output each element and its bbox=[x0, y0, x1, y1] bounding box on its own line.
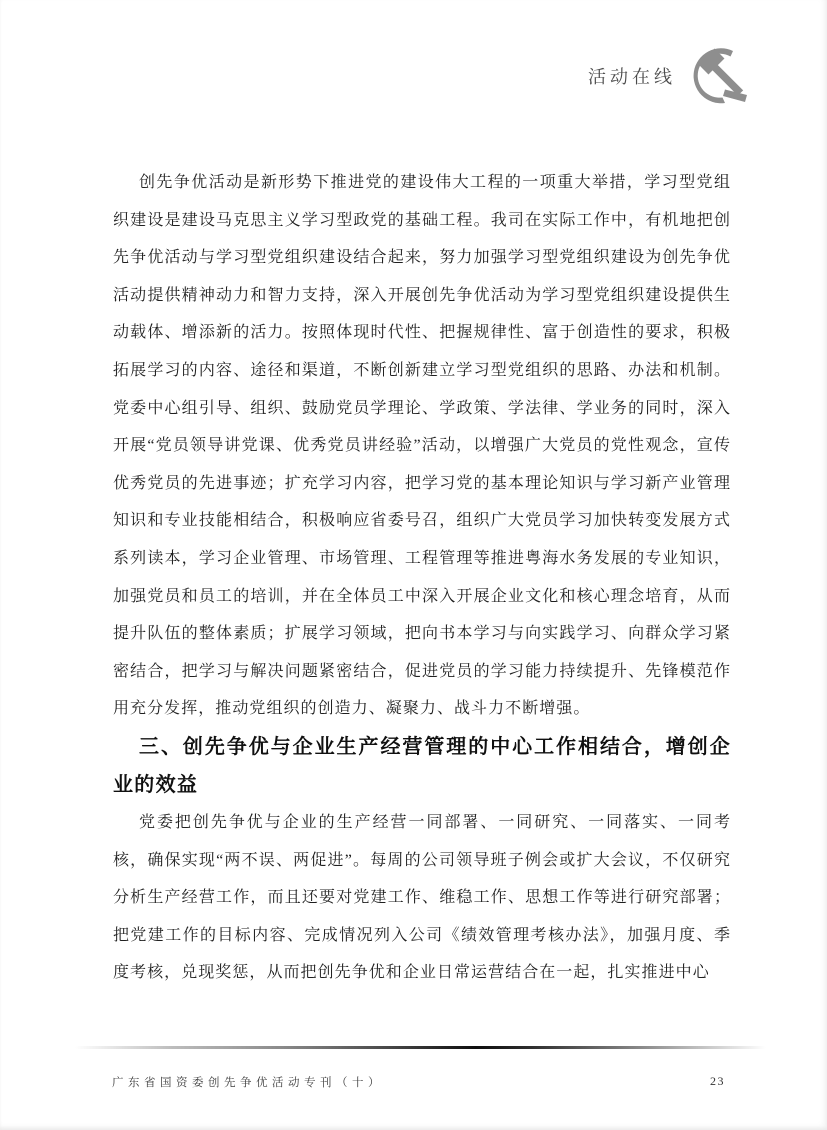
page-header bbox=[588, 46, 751, 106]
header-title: 活动在线 bbox=[588, 67, 676, 87]
footer-journal-title: 广东省国资委创先争优活动专刊（十） bbox=[112, 1077, 384, 1089]
footer-divider bbox=[75, 1046, 766, 1049]
party-emblem-icon bbox=[689, 46, 751, 106]
page-number: 23 bbox=[710, 1074, 725, 1088]
paragraph: 党委把创先争优与企业的生产经营一同部署、一同研究、一同落实、一同考核，确保实现“两不误、两促进”。每周的公司领导班子例会或扩大会议，不仅研究分析生产经营工作，而且还要对党建工作、维稳工作、思想工作等进行研究部署；把党建工作的目标内容、完成情况列入公司《绩效管理考核办法》，加强月度、季度考核，兑现奖惩，从而把创先争优和企业日常运营结合在一起，扎实推进中心 bbox=[113, 813, 731, 982]
section-heading: 三、创先争优与企业生产经营管理的中心工作相结合，增创企业的效益 bbox=[113, 735, 731, 796]
paragraph: 创先争优活动是新形势下推进党的建设伟大工程的一项重大举措，学习型党组织建设是建设马克思主义学习型政党的基础工程。我司在实际工作中，有机地把创先争优活动与学习型党组织建设结合起来，努力加强学习型党组织建设为创先争优活动提供精神动力和智力支持，深入开展创先争优活动为学习型党组织建设提供生动载体、增添新的活力。按照体现时代性、把握规律性、富于创造性的要求，积极拓展学习的内容、途径和渠道，不断创新建立学习型党组织的思路、办法和机制。党委中心组引导、组织、鼓励党员学理论、学政策、学法律、学业务的同时，深入开展“党员领导讲党课、优秀党员讲经验”活动，以增强广大党员的党性观念，宣传优秀党员的先进事迹；扩充学习内容，把学习党的基本理论知识与学习新产业管理知识和专业技能相结合，积极响应省委号召，组织广大党员学习加快转变发展方式系列读本，学习企业管理、市场管理、工程管理等推进粤海水务发展的专业知识，加强党员和员工的培训，并在全体员工中深入开展企业文化和核心理念培育，从而提升队伍的整体素质；扩展学习领域，把向书本学习与向实践学习、向群众学习紧密结合，把学习与解决问题紧密结合，促进党员的学习能力持续提升、先锋模范作用充分发挥，推动党组织的创造力、凝聚力、战斗力不断增强。 bbox=[113, 174, 731, 718]
article-body bbox=[113, 164, 731, 992]
